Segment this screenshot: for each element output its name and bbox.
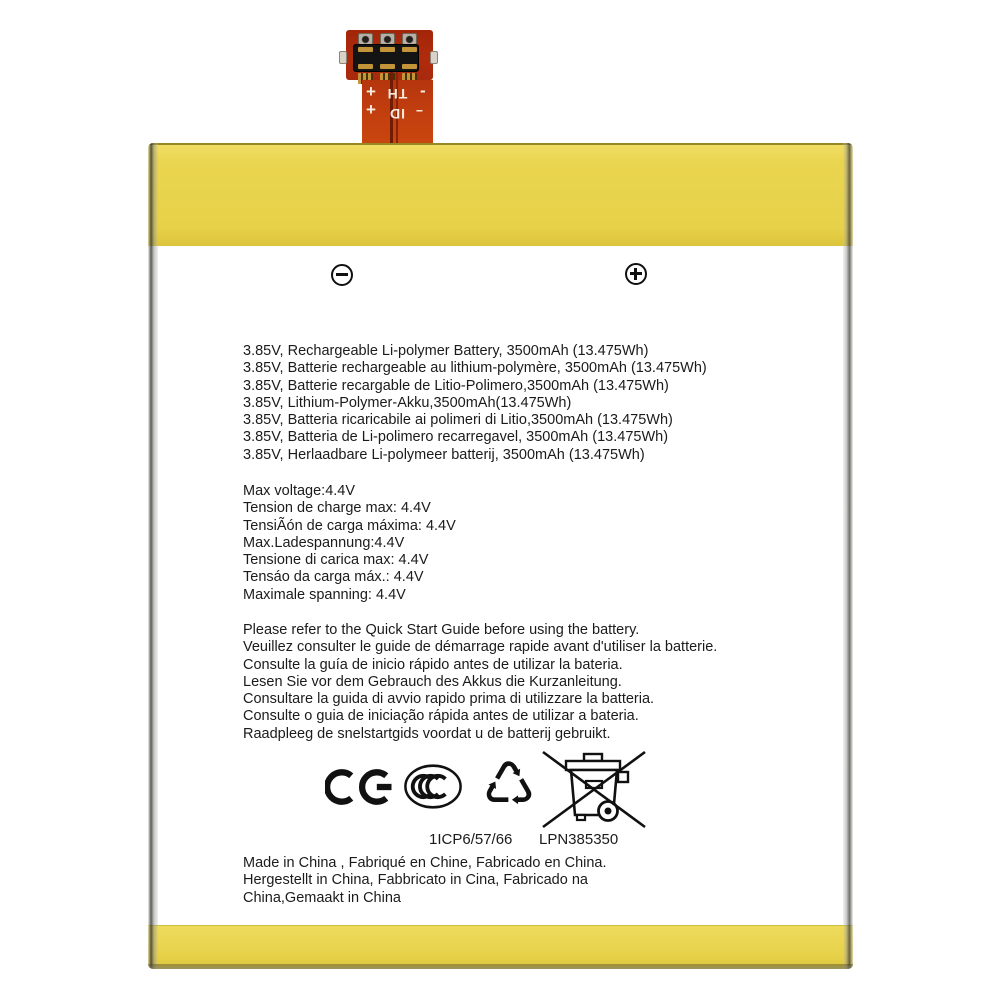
spec-line: 3.85V, Lithium-Polymer-Akku,3500mAh(13.475Wh) — [243, 394, 572, 411]
connector-side-tab — [430, 51, 438, 64]
voltage-line: Max.Ladespannung:4.4V — [243, 534, 405, 551]
ce-mark-icon — [325, 763, 395, 811]
negative-terminal-icon — [331, 264, 353, 286]
quick-start-text-block — [243, 622, 717, 743]
ccc-mark-icon — [403, 763, 463, 810]
guide-line: Consultare la guida di avvio rapido prima di utilizzare la batteria. — [243, 691, 655, 708]
flex-id-label: ID — [389, 106, 405, 122]
guide-line: Consulte la guía de inicio rápido antes de utilizar la bateria. — [243, 656, 623, 673]
weee-crossed-bin-icon — [538, 744, 650, 834]
spec-text-block — [243, 343, 707, 464]
voltage-line: Tension de charge max: 4.4V — [243, 500, 431, 517]
voltage-line: Tensione di carica max: 4.4V — [243, 552, 429, 569]
origin-line: Hergestellt in China, Fabbricato in Cina, Fabricado na — [243, 872, 588, 889]
flex-th-label: TH — [386, 86, 408, 102]
flex-plus-marking: + — [366, 82, 376, 101]
guide-line: Raadpleeg de snelstartgids voordat u de batterij gebruikt. — [243, 725, 611, 742]
battery-cell — [148, 143, 853, 969]
cell-type-code: 1ICP6/57/66 — [429, 831, 513, 848]
guide-line: Please refer to the Quick Start Guide before using the battery. — [243, 622, 640, 638]
voltage-line: TensiÃón de carga máxima: 4.4V — [243, 517, 456, 534]
battery-bottom-edge — [148, 964, 853, 969]
flex-plus-marking: + — [366, 100, 376, 119]
spec-line: 3.85V, Batteria ricaricabile ai polimeri di Litio,3500mAh (13.475Wh) — [243, 412, 673, 429]
model-number-code: LPN385350 — [539, 831, 619, 848]
recycle-icon: ♺ — [482, 750, 536, 820]
voltage-line: Tensáo da carga máx.: 4.4V — [243, 569, 424, 586]
spec-line: 3.85V, Batterie recargable de Litio-Polimero,3500mAh (13.475Wh) — [243, 377, 669, 394]
connector-pin — [402, 47, 417, 52]
connector-pin — [402, 64, 417, 69]
yellow-band-bottom — [148, 925, 853, 969]
connector-pin — [358, 47, 373, 52]
connector-pin — [380, 64, 395, 69]
battery-left-edge — [148, 143, 158, 969]
guide-line: Consulte o guia de iniciação rápida antes de utilizar a bateria. — [243, 708, 639, 725]
origin-line: Made in China , Fabriqué en Chine, Fabricado en China. — [243, 855, 607, 871]
origin-text-block — [243, 855, 607, 907]
voltage-line: Max voltage:4.4V — [243, 483, 356, 499]
guide-line: Veuillez consulter le guide de démarrage rapide avant d'utiliser la batterie. — [243, 639, 718, 656]
max-voltage-text-block — [243, 483, 456, 604]
flex-minus-marking: -- — [416, 103, 422, 117]
flex-th-id-marking — [381, 82, 413, 124]
connector-pin — [380, 47, 395, 52]
voltage-line: Maximale spanning: 4.4V — [243, 586, 406, 603]
spec-line: 3.85V, Rechargeable Li-polymer Battery, 3500mAh (13.475Wh) — [243, 343, 649, 359]
spec-line: 3.85V, Herlaadbare Li-polymeer batterij, 3500mAh (13.475Wh) — [243, 446, 645, 463]
yellow-band-top — [148, 143, 853, 246]
connector-side-tab — [339, 51, 347, 64]
spec-line: 3.85V, Batteria de Li-polimero recarregavel, 3500mAh (13.475Wh) — [243, 429, 669, 446]
positive-terminal-icon — [625, 263, 647, 285]
battery-right-edge — [843, 143, 853, 969]
origin-line: China,Gemaakt in China — [243, 889, 401, 906]
flex-minus-marking: - — [420, 81, 426, 100]
guide-line: Lesen Sie vor dem Gebrauch des Akkus die Kurzanleitung. — [243, 673, 622, 690]
spec-line: 3.85V, Batterie rechargeable au lithium-polymère, 3500mAh (13.475Wh) — [243, 360, 707, 377]
connector-pin — [358, 64, 373, 69]
